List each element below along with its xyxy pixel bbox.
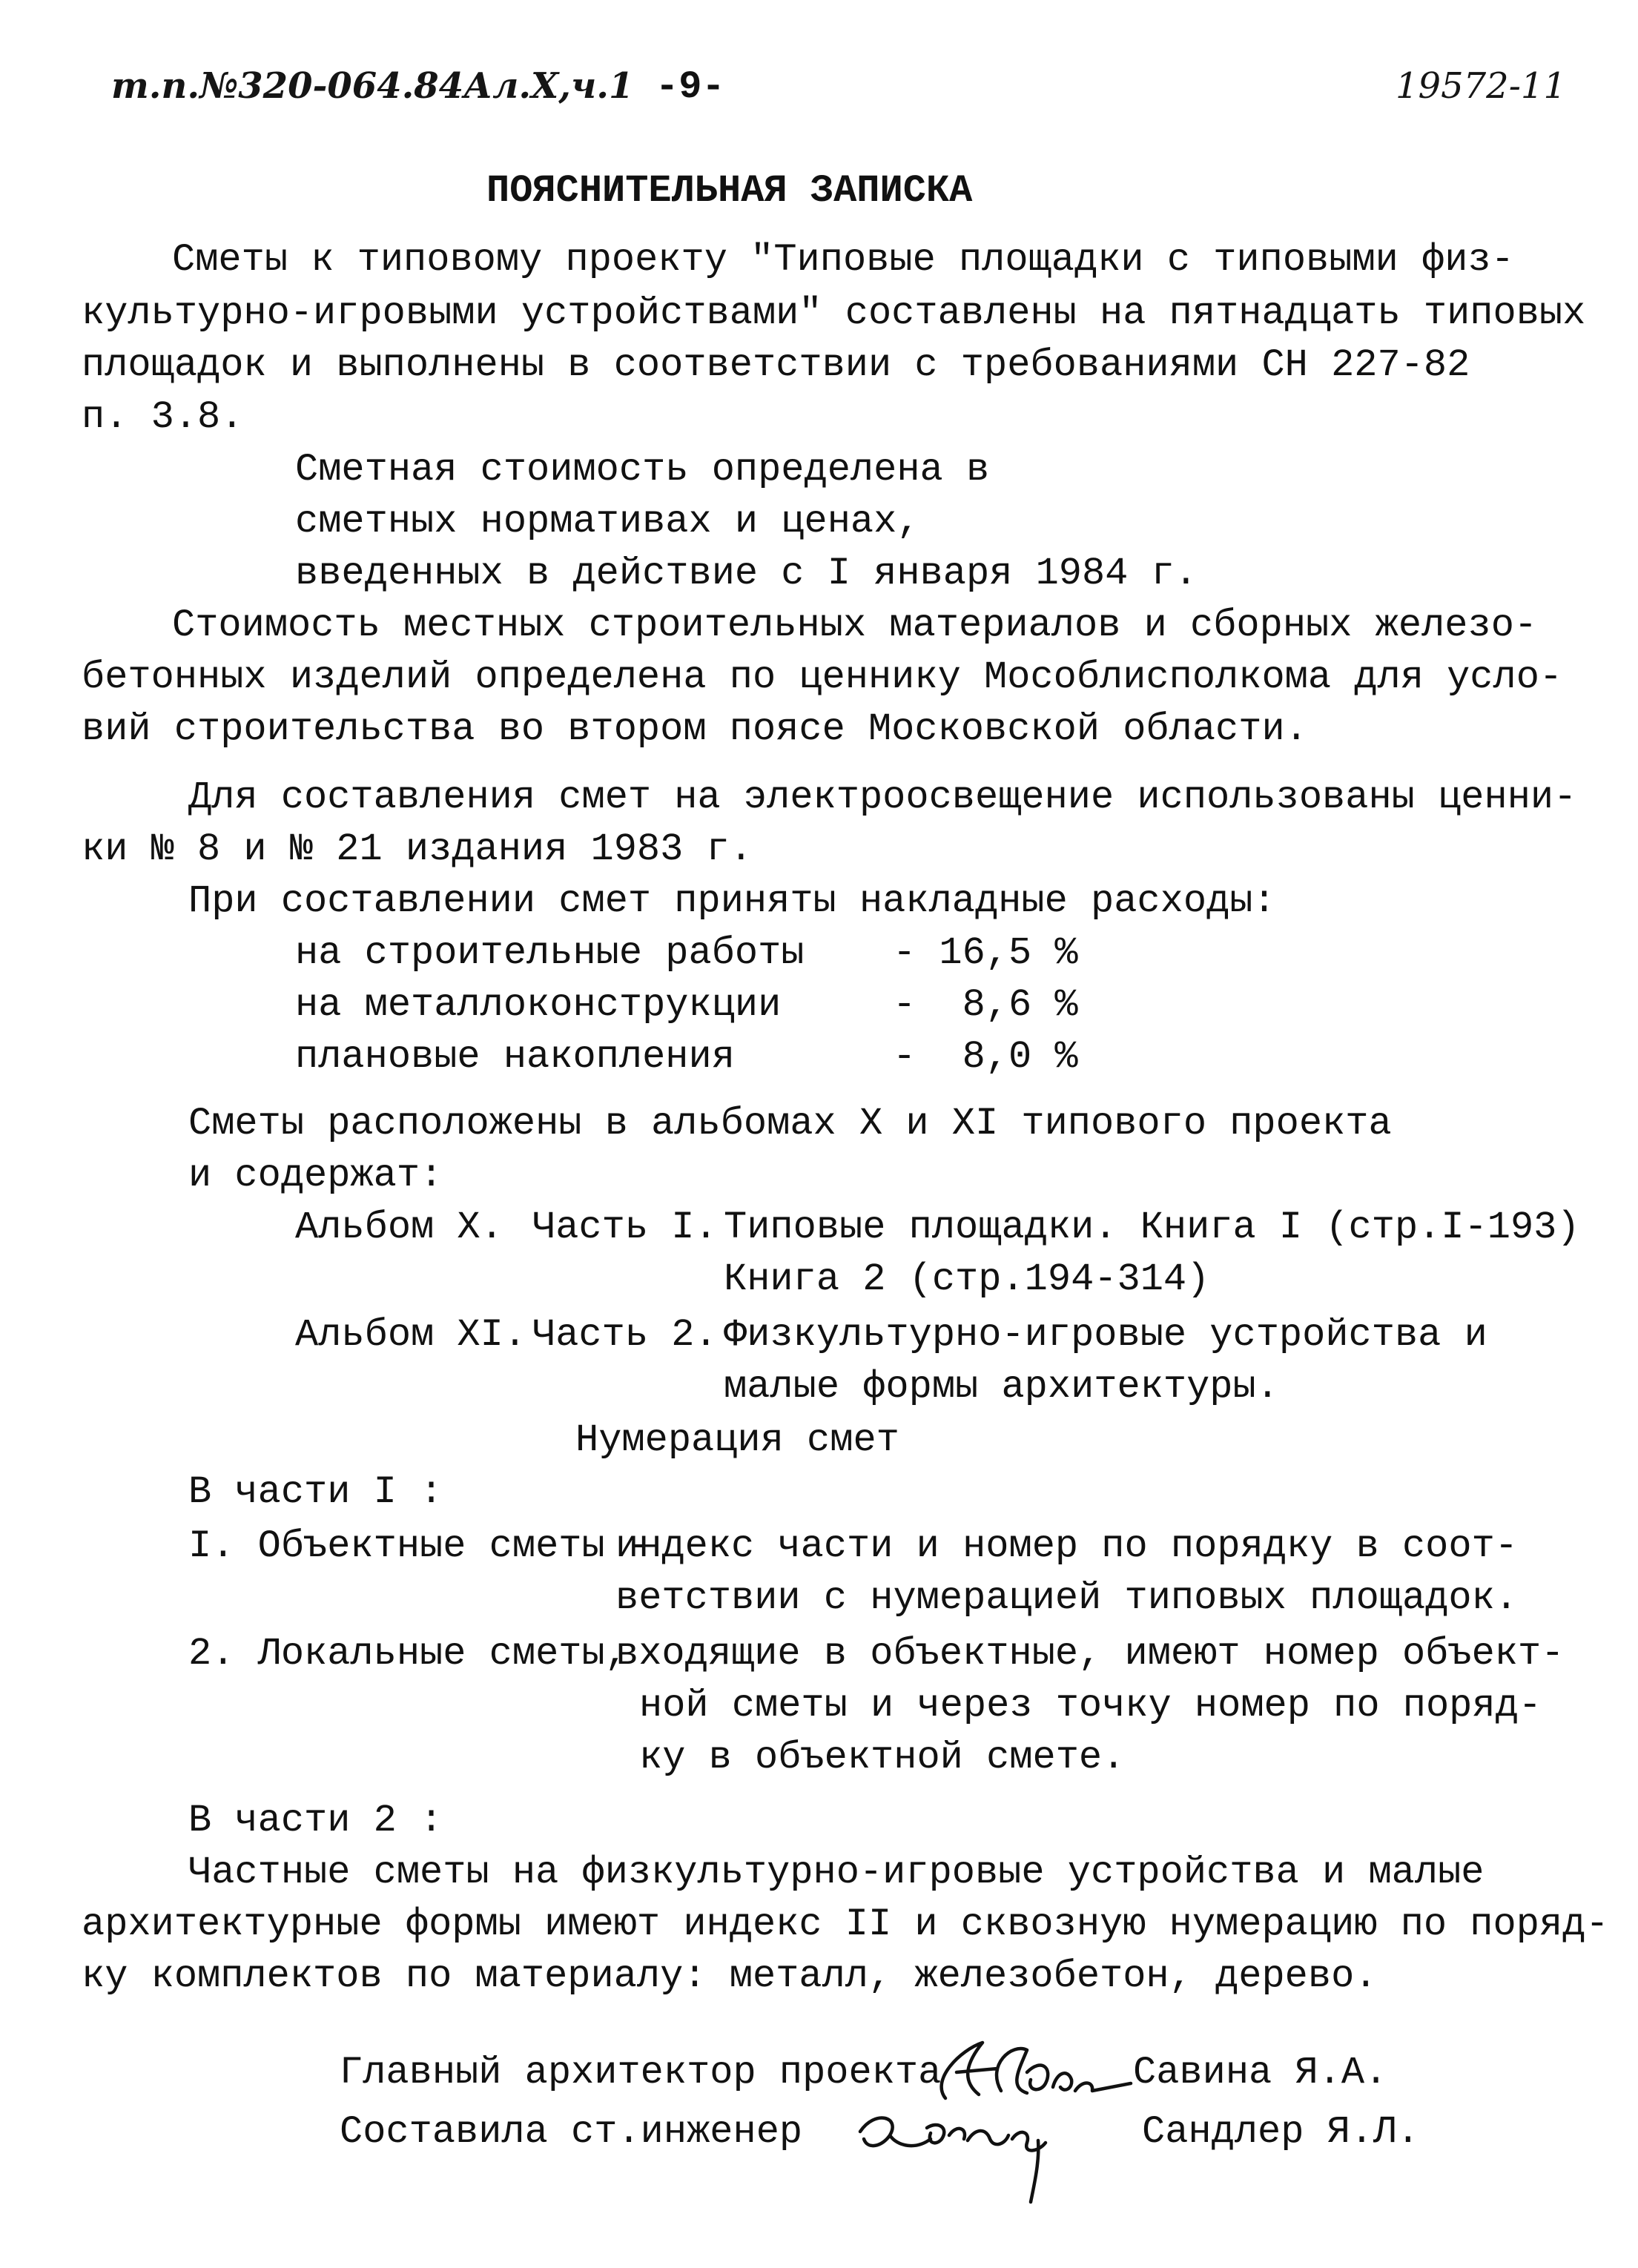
albums-intro-line: Сметы расположены в альбомах X и XI типового проекта [188, 1102, 1392, 1145]
album-x-label: Альбом X. [295, 1206, 503, 1249]
document-code: т.п.№320-064.84Ал.Х,ч.1 [111, 65, 634, 107]
numbering-item-line: индекс части и номер по порядку в соот- [615, 1524, 1518, 1568]
overhead-label: плановые накопления [295, 1035, 735, 1079]
part1-heading: В части I : [188, 1470, 443, 1514]
intro-line: п. 3.8. [82, 395, 244, 439]
album-x-line: Типовые площадки. Книга I (стр.I-193) [724, 1206, 1580, 1249]
intro-line: площадок и выполнены в соответствии с требованиями СН 227-82 [82, 343, 1470, 387]
page-number: -9- [655, 65, 725, 109]
album-xi-line: малые формы архитектуры. [724, 1365, 1279, 1409]
materials-line: бетонных изделий определена по ценнику Мособлисполкома для усло- [82, 655, 1563, 699]
overhead-value: - 16,5 % [893, 931, 1078, 975]
numbering-item-lead: 2. Локальные сметы, [188, 1632, 628, 1676]
album-xi-part: Часть 2. [532, 1313, 718, 1357]
numbering-item-line: ной сметы и через точку номер по поряд- [639, 1684, 1542, 1728]
overhead-label: на металлоконструкции [295, 983, 782, 1027]
album-x-part: Часть I. [532, 1206, 718, 1249]
cost-basis-line: сметных нормативах и ценах, [295, 500, 920, 543]
signature-role: Главный архитектор проекта [340, 2051, 942, 2095]
numbering-item-line: ветствии с нумерацией типовых площадок. [615, 1576, 1518, 1620]
materials-line: Стоимость местных строительных материалов и сборных железо- [172, 604, 1538, 647]
part2-line: ку комплектов по материалу: металл, железобетон, дерево. [82, 1954, 1378, 1998]
cost-basis-line: введенных в действие с I января 1984 г. [295, 552, 1198, 595]
lighting-line: ки № 8 и № 21 издания 1983 г. [82, 827, 753, 871]
intro-line: Сметы к типовому проекту "Типовые площадки с типовыми физ- [172, 238, 1514, 282]
page-title: ПОЯСНИТЕЛЬНАЯ ЗАПИСКА [486, 169, 973, 213]
part2-line: архитектурные формы имеют индекс II и сквозную нумерацию по поряд- [82, 1902, 1609, 1946]
overhead-label: на строительные работы [295, 931, 805, 975]
numbering-item-lead: I. Объектные сметы - [188, 1524, 652, 1568]
overhead-value: - 8,0 % [893, 1035, 1078, 1079]
materials-line: вий строительства во втором поясе Московской области. [82, 707, 1308, 751]
numbering-heading: Нумерация смет [575, 1418, 899, 1462]
sheet-reference: 19572-11 [1396, 65, 1566, 107]
signature-role: Составила ст.инженер [340, 2110, 803, 2154]
part2-line: Частные сметы на физкультурно-игровые устройства и малые [188, 1851, 1485, 1894]
signature-handwritten [845, 2087, 1097, 2206]
overhead-intro: При составлении смет приняты накладные расходы: [188, 879, 1276, 923]
albums-intro-line: и содержат: [188, 1154, 443, 1197]
album-xi-line: Физкультурно-игровые устройства и [724, 1313, 1487, 1357]
album-x-line: Книга 2 (стр.194-314) [724, 1257, 1210, 1301]
album-xi-label: Альбом XI. [295, 1313, 527, 1357]
lighting-line: Для составления смет на электроосвещение использованы ценни- [188, 776, 1577, 819]
signature-name: Савина Я.А. [1133, 2051, 1388, 2095]
part2-heading: В части 2 : [188, 1799, 443, 1842]
overhead-value: - 8,6 % [893, 983, 1078, 1027]
numbering-item-line: входящие в объектные, имеют номер объект- [615, 1632, 1565, 1676]
signature-name: Сандлер Я.Л. [1142, 2110, 1420, 2154]
numbering-item-line: ку в объектной смете. [639, 1736, 1126, 1779]
intro-line: культурно-игровыми устройствами" составлены на пятнадцать типовых [82, 291, 1586, 335]
cost-basis-line: Сметная стоимость определена в [295, 448, 990, 492]
